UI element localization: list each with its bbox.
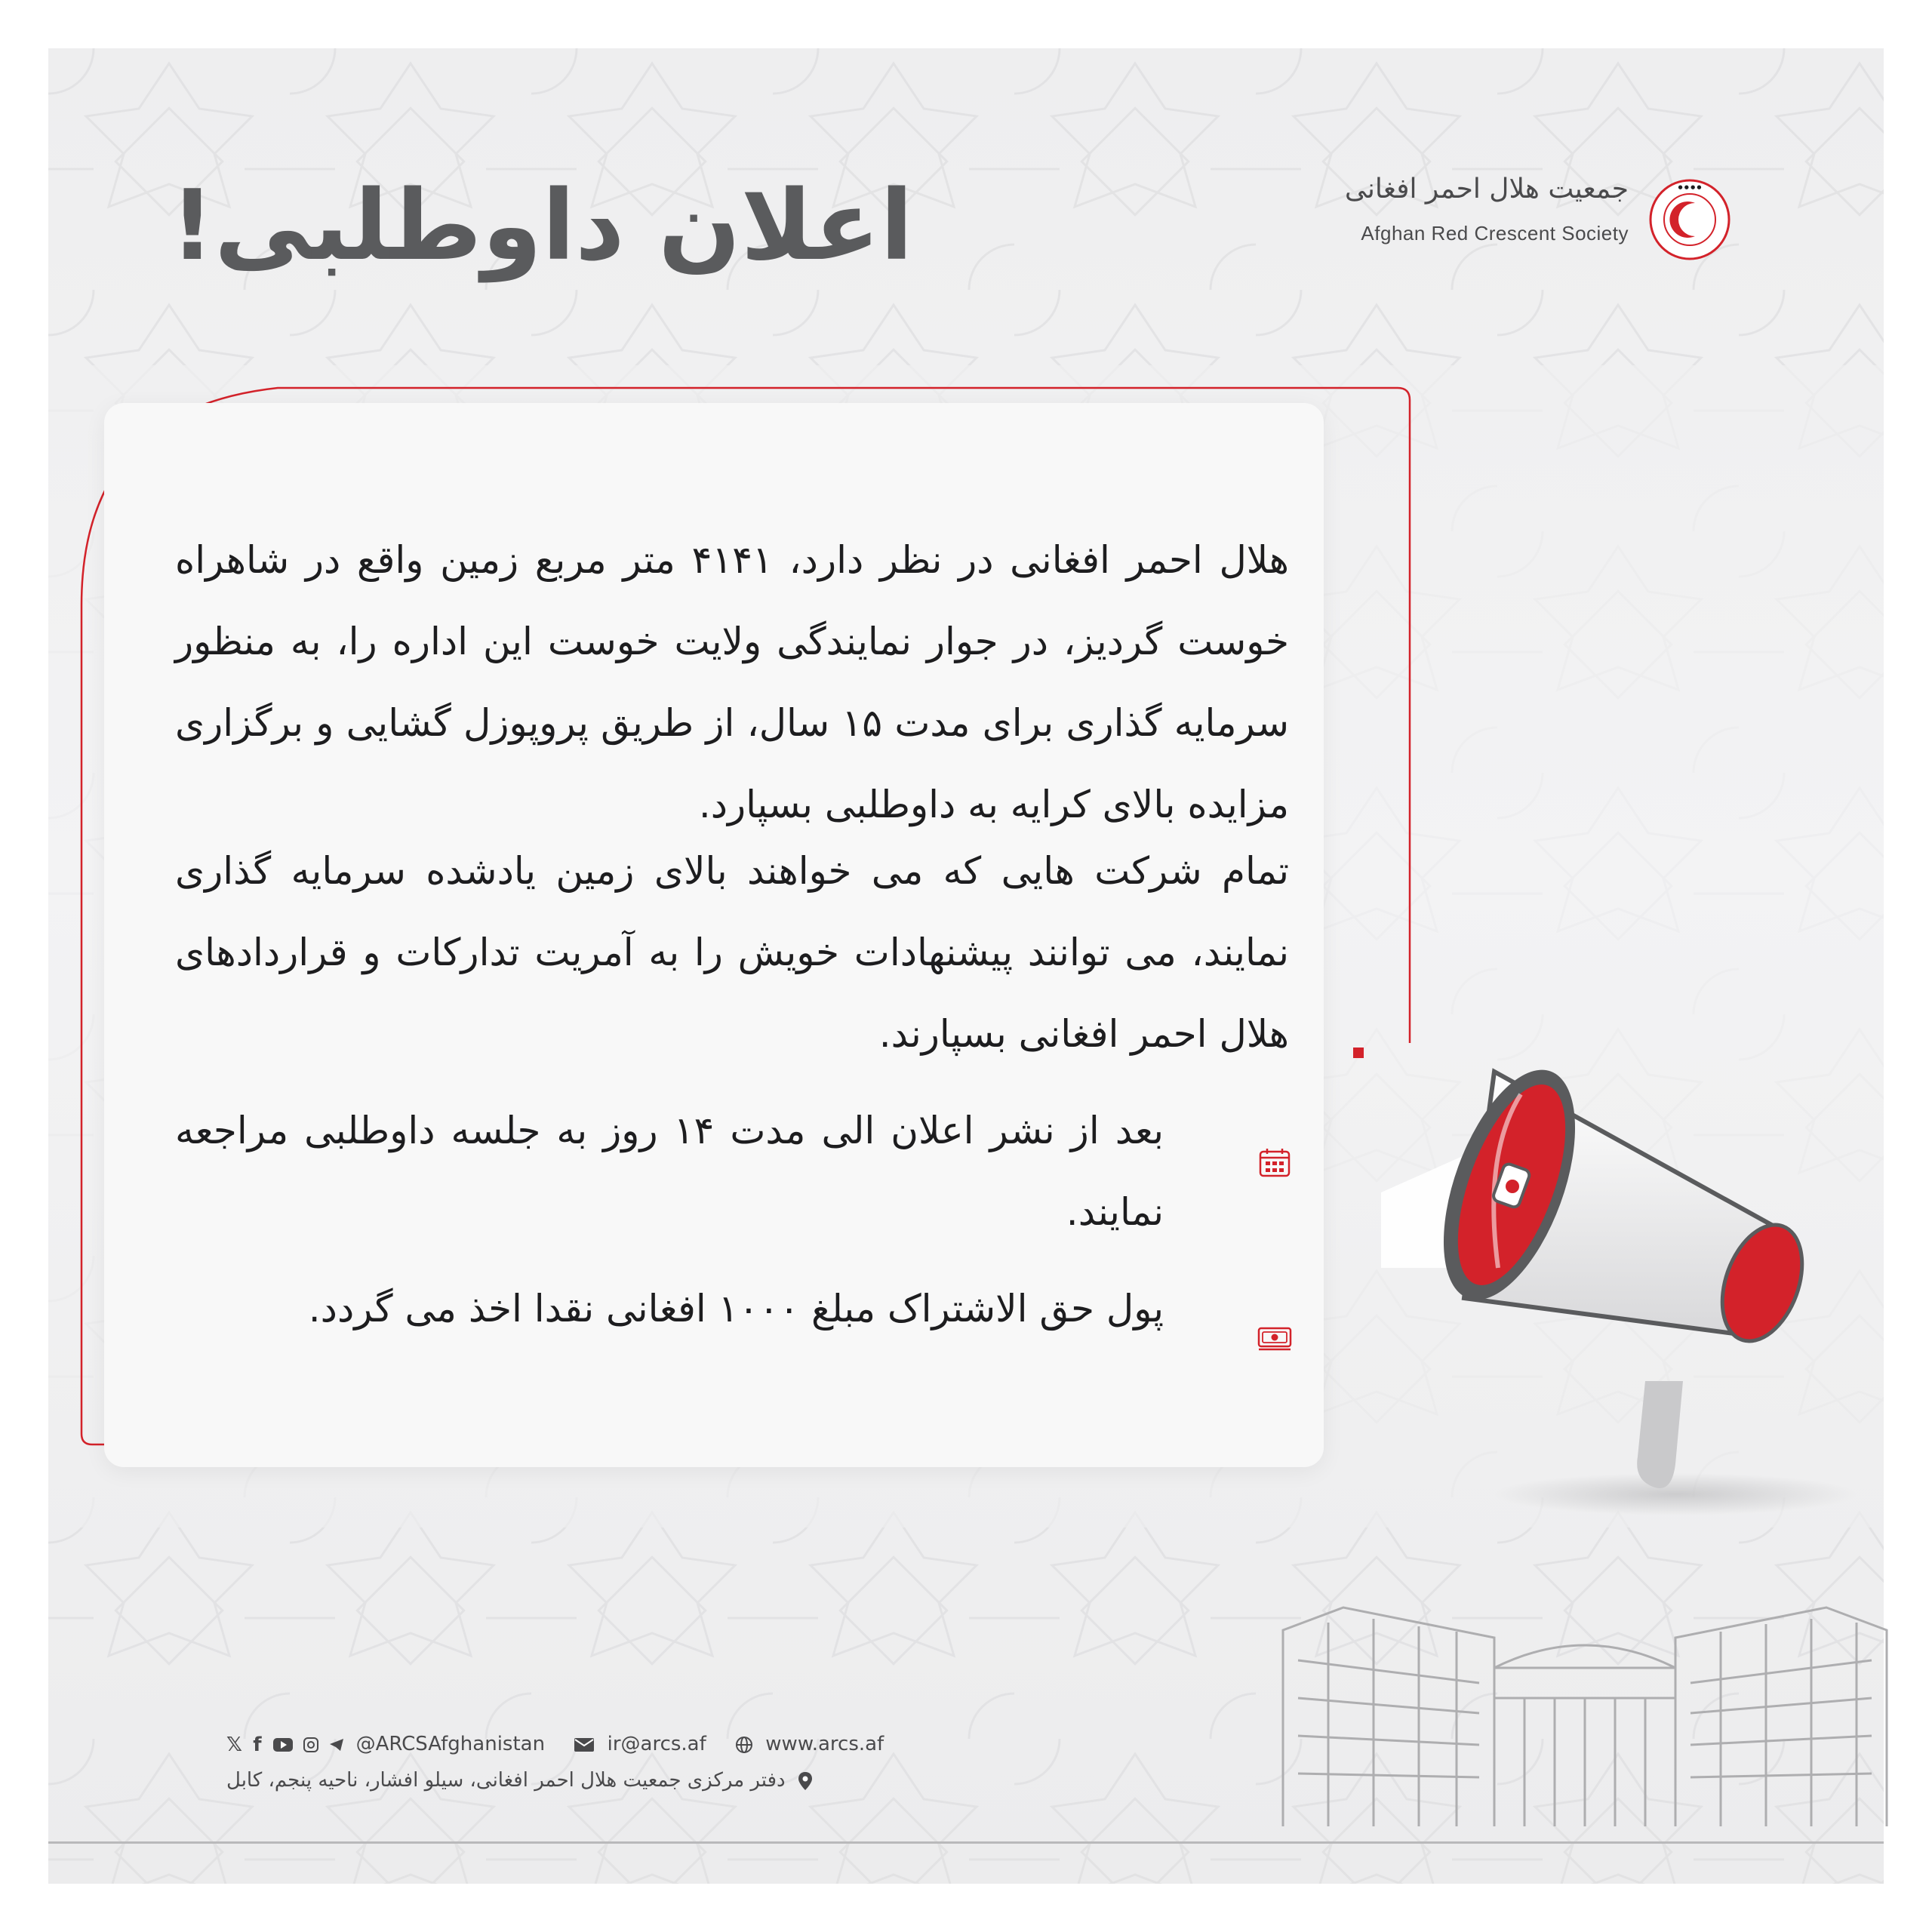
globe-icon <box>735 1736 753 1754</box>
telegram-icon[interactable] <box>328 1737 345 1753</box>
headquarters-building-illustration <box>1268 1577 1902 1826</box>
bullet-item-1: بعد از نشر اعلان الی مدت ۱۴ روز به جلسه داوطلبی مراجعه نمایند. <box>175 1109 1164 1234</box>
facebook-icon[interactable]: f <box>253 1733 262 1756</box>
money-icon <box>1256 1318 1294 1355</box>
megaphone-icon <box>1328 1041 1857 1540</box>
svg-text:● ● ● ●: ● ● ● ● <box>1678 184 1702 190</box>
footer-address-row <box>226 1769 860 1799</box>
footer-base-line <box>48 1841 1884 1844</box>
office-address: دفتر مرکزی جمعیت هلال احمر افغانی، سیلو افشار، ناحیه پنجم، کابل <box>226 1769 786 1792</box>
page-title: اعلان داوطلبی! <box>170 170 913 282</box>
x-twitter-icon[interactable]: 𝕏 <box>226 1733 242 1756</box>
org-name-english: Afghan Red Crescent Society <box>1361 222 1629 245</box>
youtube-icon[interactable] <box>272 1737 294 1753</box>
red-crescent-logo-icon <box>1648 178 1731 261</box>
email-icon <box>574 1737 595 1753</box>
footer-contacts <box>226 1733 1087 1763</box>
social-handle[interactable]: @ARCSAfghanistan <box>355 1733 546 1755</box>
location-pin-icon <box>798 1771 813 1791</box>
announcement-paragraph-1: هلال احمر افغانی در نظر دارد، ۴۱۴۱ متر مربع زمین واقع در شاهراه خوست گردیز، در جوار نمایندگی ولایت خوست این اداره را، به منظور سرمایه گذاری برای مدت ۱۵ سال، از طریق پروپوزل گشایی و برگزاری مزایده بالای کرایه به داوطلبی بسپارد. <box>175 538 1290 826</box>
bullet-item-2: پول حق الاشتراک مبلغ ۱۰۰۰ افغانی نقدا اخذ می گردد. <box>308 1287 1164 1331</box>
calendar-icon <box>1256 1144 1294 1182</box>
email-address[interactable]: ir@arcs.af <box>607 1733 706 1755</box>
instagram-icon[interactable] <box>303 1737 319 1753</box>
announcement-paragraph-2: تمام شرکت هایی که می خواهند بالای زمین یادشده سرمایه گذاری نمایند، می توانند پیشنهادات خویش را به آمریت تدارکات و قراردادهای هلال احمر افغانی بسپارند. <box>175 849 1289 1056</box>
org-name-persian: جمعیت هلال احمر افغانی <box>1344 174 1629 205</box>
website-link[interactable]: www.arcs.af <box>765 1733 884 1755</box>
